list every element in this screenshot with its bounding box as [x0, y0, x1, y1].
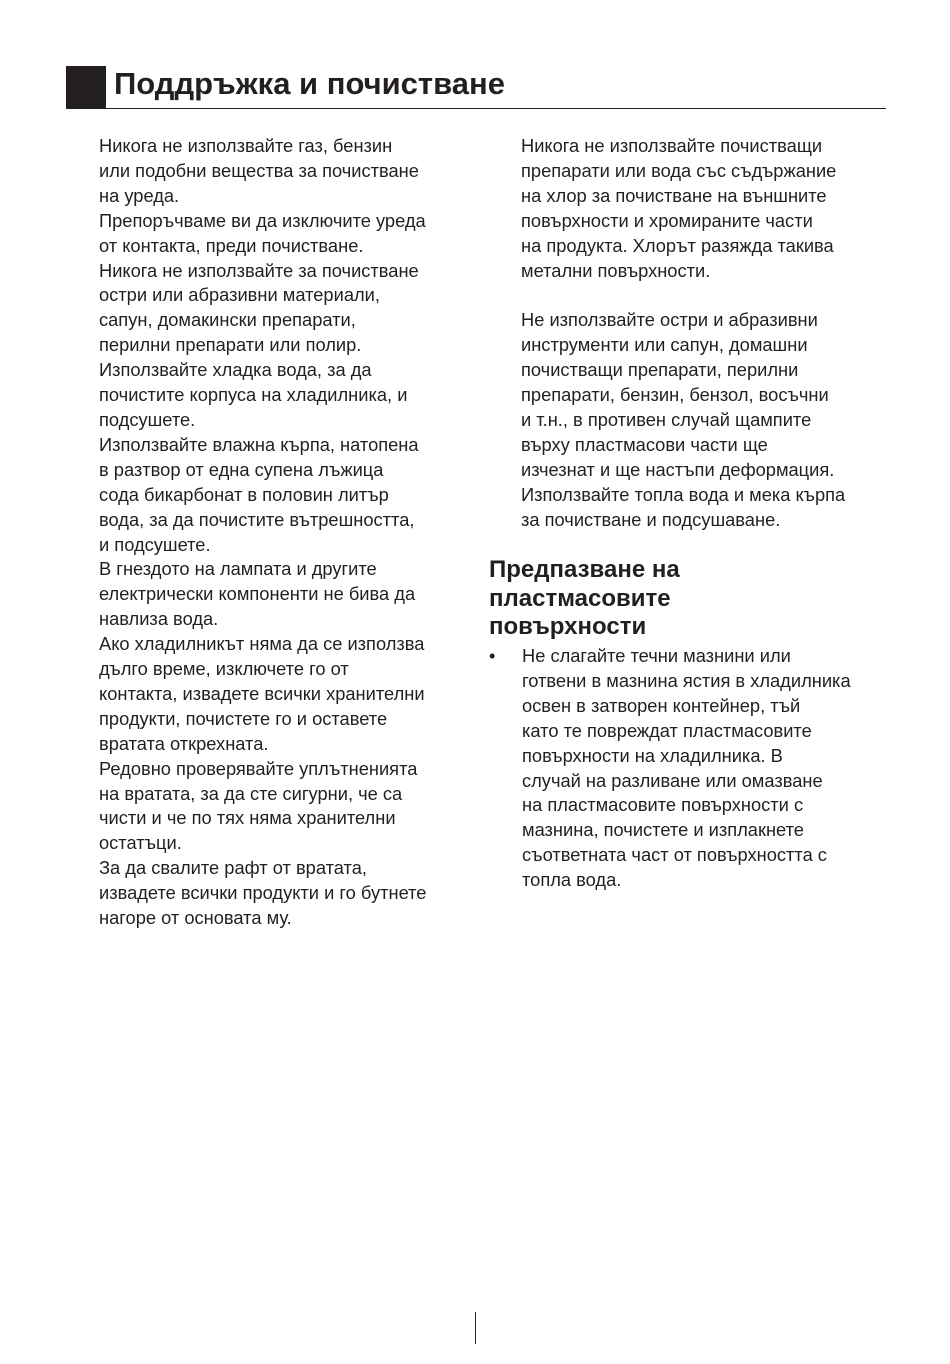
paragraph-door-seals: Редовно проверявайте уплътненията на вратата, за да сте сигурни, че са чисти и че по тях няма хранителни остатъци.	[99, 757, 418, 854]
paragraph-no-sharp-tools: Не използвайте остри и абразивни инструменти или сапун, домашни почистващи препарати, перилни препарати, бензин, бензол, восъчни и т.н., в противен случай щампите върху пластмасови части ще изчезнат и ще настъпи деформация. Използвайте топла вода и мека кърпа за почистване и подсушаване.	[521, 309, 846, 530]
paragraph-spacer	[489, 283, 899, 308]
bullet-icon: •	[489, 644, 496, 666]
header-marker-block	[66, 66, 106, 108]
bullet-text: Не слагайте течни мазнини или готвени в мазнина ястия в хладилника освен в затворен контейнер, тъй като те повреждат пластмасовите повърхности на хладилника. В случай на разливане или омазване на пластмасовите повърхности с мазнина, почистете и изплакнете съответната част от повърхността с топла вода.	[522, 644, 851, 891]
subheading-plastic-protection: Предпазване на пластмасовите повърхности	[489, 556, 680, 641]
paragraph-long-absence: Ако хладилникът няма да се използва дълго време, изключете го от контакта, извадете всички хранителни продукти, почистете го и оставете вратата открехната.	[99, 633, 425, 754]
page-divider	[475, 1312, 476, 1344]
paragraph-lukewarm-water: Използвайте хладка вода, за да почистите корпуса на хладилника, и подсушете.	[99, 359, 408, 430]
paragraph-no-abrasive: Никога не използвайте за почистване остри или абразивни материали, сапун, домакински препарати, перилни препарати или полир.	[99, 259, 419, 356]
list-item	[489, 644, 899, 893]
paragraph-unplug: Препоръчваме ви да изключите уреда от контакта, преди почистване.	[99, 209, 426, 256]
left-column	[99, 134, 471, 931]
paragraph-no-gas: Никога не използвайте газ, бензин или подобни вещества за почистване на уреда.	[99, 135, 419, 206]
page-title: Поддръжка и почистване	[114, 66, 505, 101]
paragraph-no-chlorine: Никога не използвайте почистващи препарати или вода със съдържание на хлор за почистване на външните повърхности и хромираните части на продукта. Хлорът разяжда такива метални повърхности.	[521, 135, 837, 281]
section-header	[66, 66, 886, 109]
paragraph-remove-shelf: За да свалите рафт от вратата, извадете всички продукти и го бутнете нагоре от основата му.	[99, 857, 427, 929]
paragraph-baking-soda: Използвайте влажна кърпа, натопена в разтвор от една супена лъжица сода бикарбонат в половин литър вода, за да почистите вътрешността, и подсушете.	[99, 433, 419, 555]
right-column	[489, 134, 899, 893]
paragraph-lamp-socket: В гнездото на лампата и другите електрически компоненти не бива да навлиза вода.	[99, 558, 416, 630]
